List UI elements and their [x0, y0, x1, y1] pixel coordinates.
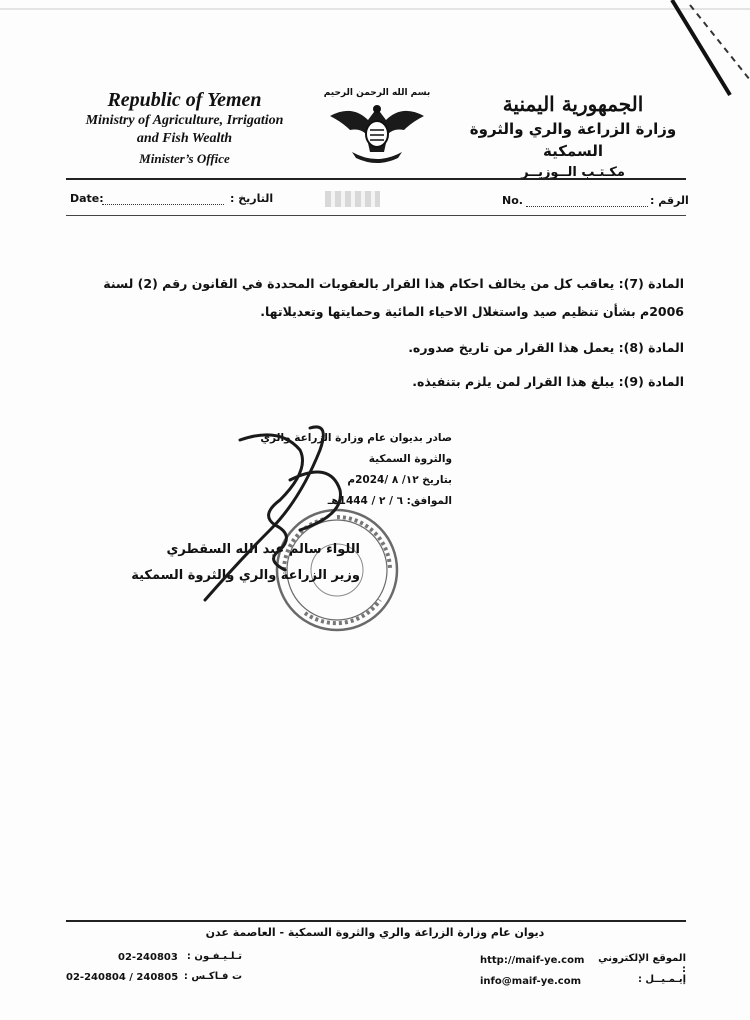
office-name-en: Minister’s Office [139, 151, 230, 166]
article-7-line-1: المادة (7): يعاقب كل من يخالف احكام هذا القرار بالعقوبات المحددة في القانون رقم (2) لسنة [103, 276, 684, 291]
issuance-date-gregorian: بتاريخ ١٢/ ٨ /2024م [347, 474, 452, 486]
date-label-ar: التاريخ : [230, 192, 274, 205]
office-name-ar: مكـتـب الــوزيــر [521, 165, 625, 180]
phone-label: تـلـيـفـون : [186, 951, 242, 962]
number-line [526, 206, 648, 207]
email-link[interactable]: info@maif-ye.com [480, 976, 582, 987]
article-9: المادة (9): يبلغ هذا القرار لمن يلزم بتنفيذه. [412, 374, 684, 389]
number-label-ar: الرقم : [650, 194, 689, 207]
article-8: المادة (8): يعمل هذا القرار من تاريخ صدوره. [408, 340, 684, 355]
phone-number: 02-240803 [118, 952, 178, 963]
article-7-line-2: 2006م بشأن تنظيم صيد واستغلال الاحياء المائية وحمايتها وتعديلاتها. [260, 304, 684, 319]
english-letterhead [72, 88, 297, 170]
footer-rule [66, 920, 686, 922]
country-name-en: Republic of Yemen [107, 89, 262, 111]
ministry-name-ar: وزارة الزراعة والري والثروة السمكية [469, 120, 677, 160]
subheader-rule [66, 215, 686, 216]
ministry-name-en-2: and Fish Wealth [136, 131, 233, 146]
ministry-name-en-1: Ministry of Agriculture, Irrigation [85, 113, 284, 128]
signer-name: اللواء سالم عبد الله السقطري [166, 542, 360, 557]
date-label-en: Date: [70, 192, 104, 205]
scan-edge [0, 8, 750, 10]
issuance-place: صادر بديوان عام وزارة الزراعة والري والثروة السمكية [260, 432, 452, 465]
date-line [102, 204, 224, 205]
redacted-mark [325, 191, 380, 207]
country-name-ar: الجمهورية اليمنية [502, 92, 644, 116]
email-label: إيـمـيــل : [637, 974, 686, 985]
header-rule [66, 178, 686, 180]
handwritten-signature-icon [180, 420, 380, 610]
issuance-date-hijri: الموافق: ٦ / ٢ / 1444هـ [327, 495, 452, 507]
basmala-text: بسم الله الرحمن الرحيم [323, 88, 431, 98]
arabic-letterhead [448, 90, 698, 184]
yemen-eagle-emblem-icon [322, 82, 432, 164]
website-label: الموقع الإلكتروني : [598, 953, 686, 975]
website-link[interactable]: http://maif-ye.com [480, 955, 585, 966]
number-label-en: No. [502, 194, 523, 207]
signer-title: وزير الزراعة والري والثروة السمكية [131, 568, 360, 583]
footer-address: ديوان عام وزارة الزراعة والري والثروة السمكية - العاصمة عدن [205, 926, 545, 939]
fax-number: 02-240804 / 240805 [66, 972, 179, 983]
fax-label: ت فـاكـس : [183, 971, 242, 982]
